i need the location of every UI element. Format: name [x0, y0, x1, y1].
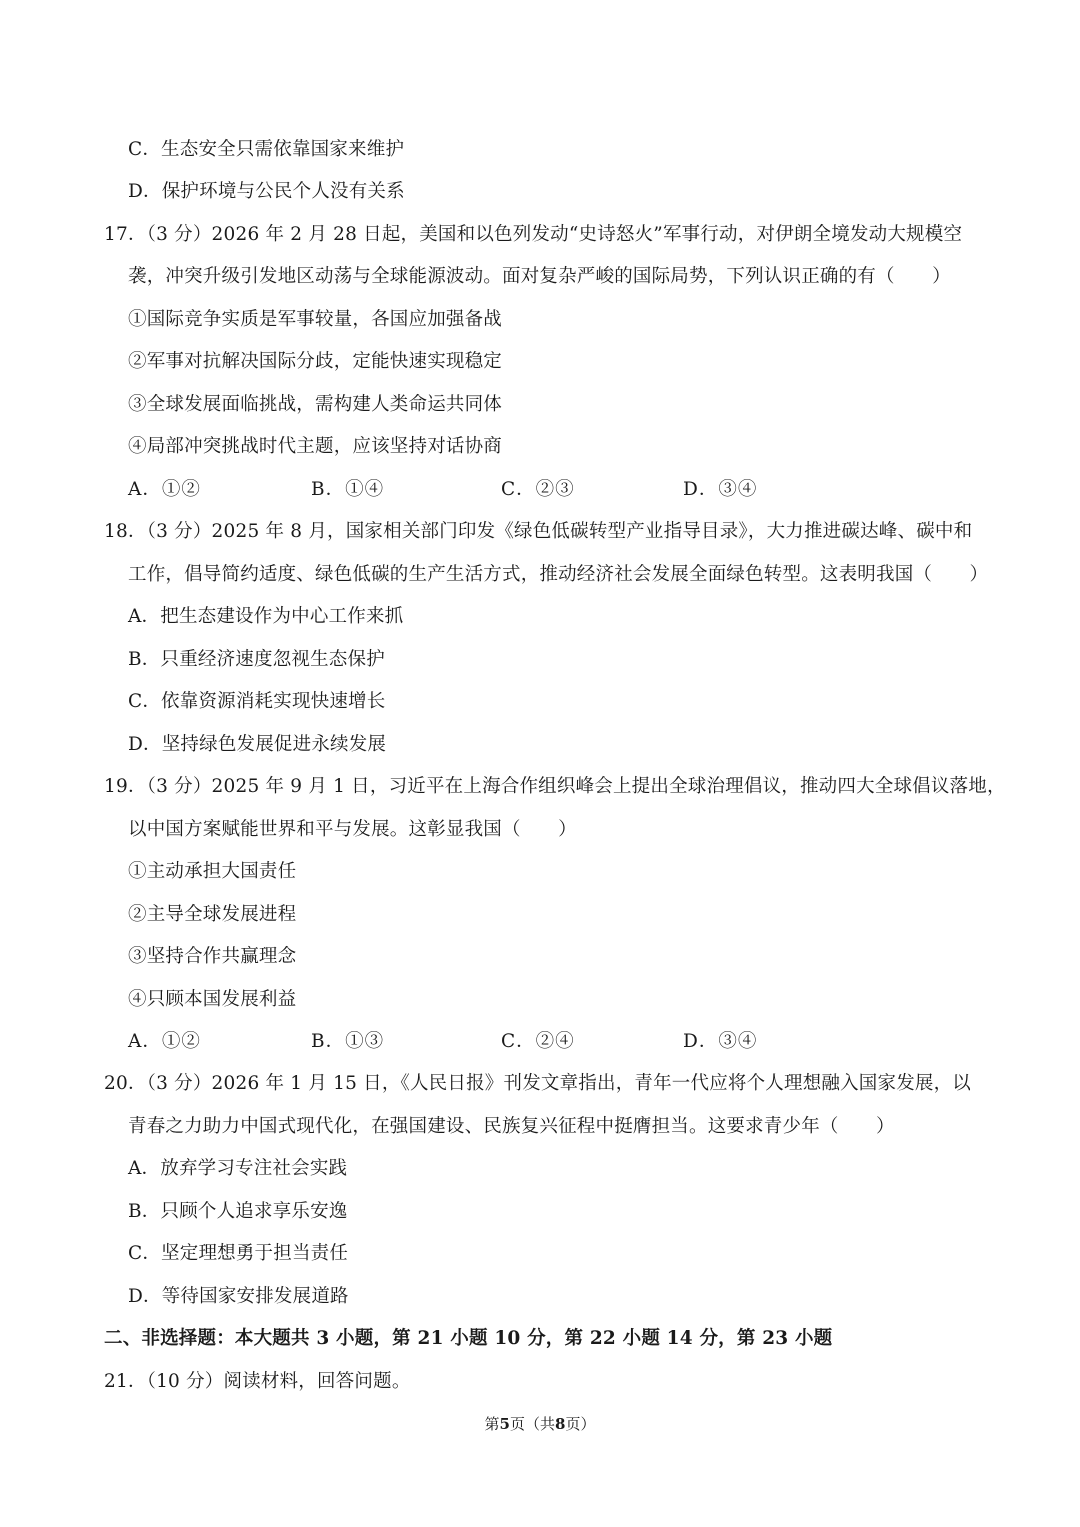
q19-choice-a: A．①② [128, 1031, 201, 1052]
q20-option-c: C．坚定理想勇于担当责任 [128, 1243, 349, 1264]
q19-stem-line-1: 19．（3 分）2025 年 9 月 1 日，习近平在上海合作组织峰会上提出全球治理倡议，推动四大全球倡议落地， [104, 776, 1006, 797]
q17-item-4: ④局部冲突挑战时代主题，应该坚持对话协商 [128, 436, 503, 457]
q17-choice-d: D．③④ [683, 479, 758, 500]
q19-item-1: ①主动承担大国责任 [128, 861, 297, 882]
q20-stem-line-1: 20．（3 分）2026 年 1 月 15 日，《人民日报》刊发文章指出，青年一代应将个人理想融入国家发展，以 [104, 1073, 971, 1094]
q19-item-2: ②主导全球发展进程 [128, 904, 297, 925]
q17-choice-c: C．②③ [501, 479, 575, 500]
q17-choice-a: A．①② [128, 479, 201, 500]
footer-suffix: 页） [565, 1415, 596, 1433]
q18-option-d: D．坚持绿色发展促进永续发展 [128, 734, 387, 755]
footer-middle: 页（共 [509, 1415, 555, 1433]
q18-option-c: C．依靠资源消耗实现快速增长 [128, 691, 386, 712]
q17-stem-line-1: 17．（3 分）2026 年 2 月 28 日起，美国和以色列发动“史诗怒火”军事行动，对伊朗全境发动大规模空 [104, 224, 963, 245]
q20-option-d: D．等待国家安排发展道路 [128, 1286, 349, 1307]
page-footer [0, 1414, 1080, 1434]
q17-choice-b: B．①④ [311, 479, 385, 500]
q19-choice-c: C．②④ [501, 1031, 575, 1052]
q21-stem: 21．（10 分）阅读材料，回答问题。 [104, 1371, 411, 1392]
q20-option-a: A．放弃学习专注社会实践 [128, 1158, 348, 1179]
q19-choice-d: D．③④ [683, 1031, 758, 1052]
q16-option-d: D．保护环境与公民个人没有关系 [128, 181, 405, 202]
q18-stem-line-1: 18．（3 分）2025 年 8 月，国家相关部门印发《绿色低碳转型产业指导目录》，大力推进碳达峰、碳中和 [104, 521, 973, 542]
section-2-heading: 二、非选择题：本大题共 3 小题，第 21 小题 10 分，第 22 小题 14 分，第 23 小题 [104, 1328, 833, 1349]
q19-choice-b: B．①③ [311, 1031, 385, 1052]
footer-prefix: 第 [484, 1415, 500, 1433]
q17-item-1: ①国际竞争实质是军事较量，各国应加强备战 [128, 309, 503, 330]
q19-item-3: ③坚持合作共赢理念 [128, 946, 297, 967]
q20-stem-line-2: 青春之力助力中国式现代化，在强国建设、民族复兴征程中挺膺担当。这要求青少年（ ） [128, 1116, 895, 1137]
q17-item-2: ②军事对抗解决国际分歧，定能快速实现稳定 [128, 351, 503, 372]
q19-stem-line-2: 以中国方案赋能世界和平与发展。这彰显我国（ ） [128, 819, 577, 840]
footer-total-pages: 8 [555, 1415, 566, 1433]
q18-option-b: B．只重经济速度忽视生态保护 [128, 649, 385, 670]
q17-stem-line-2: 袭，冲突升级引发地区动荡与全球能源波动。面对复杂严峻的国际局势，下列认识正确的有（ ） [128, 266, 951, 287]
q20-option-b: B．只顾个人追求享乐安逸 [128, 1201, 348, 1222]
footer-page-number: 5 [499, 1415, 510, 1433]
q19-item-4: ④只顾本国发展利益 [128, 989, 297, 1010]
q18-option-a: A．把生态建设作为中心工作来抓 [128, 606, 404, 627]
q17-item-3: ③全球发展面临挑战，需构建人类命运共同体 [128, 394, 503, 415]
q16-option-c: C．生态安全只需依靠国家来维护 [128, 139, 405, 160]
q18-stem-line-2: 工作，倡导简约适度、绿色低碳的生产生活方式，推动经济社会发展全面绿色转型。这表明我国（ ） [128, 564, 989, 585]
